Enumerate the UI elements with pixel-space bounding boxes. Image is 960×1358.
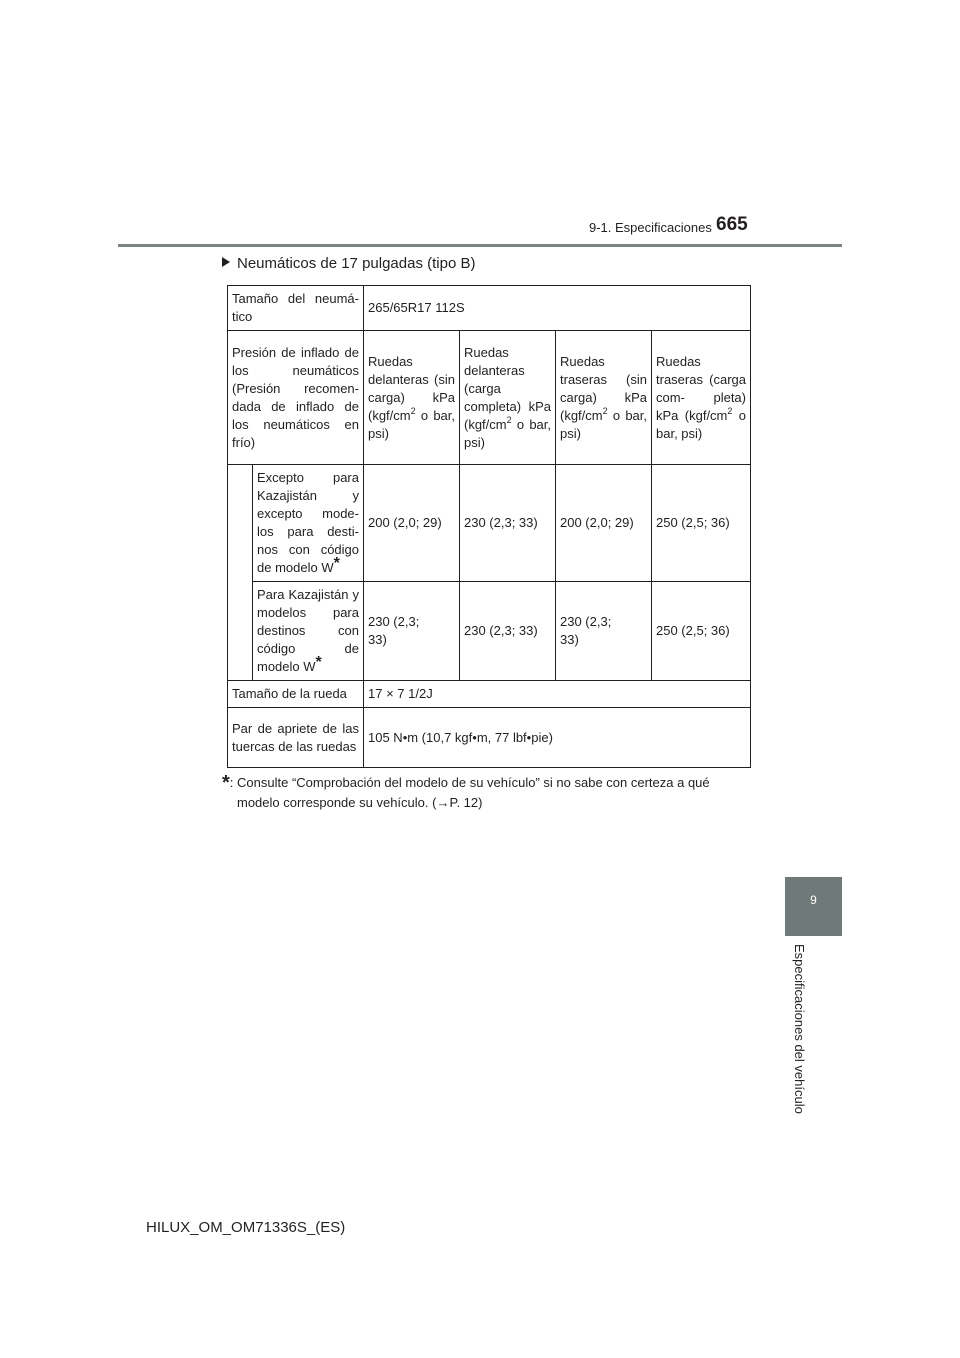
table-cell: 230 (2,3; 33): [460, 582, 556, 681]
triangle-bullet-icon: [222, 257, 230, 267]
row-label-except-kazakhstan: Excepto para Kazajistán y excepto mode- los para desti- nos con código de modelo W*: [253, 465, 364, 582]
torque-value: 105 N•m (10,7 kgf•m, 77 lbf•pie): [364, 708, 751, 768]
footnote-line-1: : Consulte “Comprobación del modelo de su vehículo” si no sabe con certeza a qué: [229, 775, 710, 790]
column-header-front-loaded: Ruedas delanteras (carga completa) kPa ($kgf/cm^2$ o bar, psi): [460, 331, 556, 465]
table-row: [228, 681, 751, 708]
table-row: [228, 582, 751, 681]
torque-label: Par de apriete de las tuercas de las ruedas: [228, 708, 364, 768]
footnote-mark: *: [222, 772, 230, 794]
row-label-kazakhstan: Para Kazajistán y modelos para destinos con código de modelo W*: [253, 582, 364, 681]
wheel-size-value: 17 × 7 1/2J: [364, 681, 751, 708]
pressure-label: Presión de inflado de los neumáticos (Presión recomen- dada de inflado de los neumáticos en frío): [228, 331, 364, 465]
section-title: 9-1. Especificaciones: [589, 220, 712, 235]
table-cell: 250 (2,5; 36): [652, 465, 751, 582]
subheading-text: Neumáticos de 17 pulgadas (tipo B): [237, 255, 476, 272]
table-cell: 200 (2,0; 29): [364, 465, 460, 582]
chapter-title: Especificaciones del vehículo: [792, 944, 807, 1114]
tire-size-value: 265/65R17 112S: [364, 286, 751, 331]
table-cell: 230 (2,3; 33): [460, 465, 556, 582]
table-row: [228, 465, 751, 582]
page-number: 665: [716, 214, 748, 235]
column-header-rear-unloaded: Ruedas traseras (sin carga) kPa ($kgf/cm^2$ o bar, psi): [556, 331, 652, 465]
column-header-front-unloaded: Ruedas delanteras (sin carga) kPa ($kgf/cm^2$ o bar, psi): [364, 331, 460, 465]
table-row: [228, 286, 751, 331]
footnote-line-2: modelo corresponde su vehículo. (→P. 12): [237, 795, 483, 810]
chapter-tab: [785, 877, 842, 936]
header-rule: [118, 244, 842, 247]
indent-spacer: [228, 582, 253, 681]
column-header-rear-loaded: Ruedas traseras (carga com- pleta) kPa ($kgf/cm^2$ o bar, psi): [652, 331, 751, 465]
table-cell: 200 (2,0; 29): [556, 465, 652, 582]
tire-size-label: Tamaño del neumá- tico: [228, 286, 364, 331]
indent-spacer: [228, 465, 253, 582]
table-cell: 230 (2,3; 33): [364, 582, 460, 681]
table-cell: 230 (2,3; 33): [556, 582, 652, 681]
table-row: [228, 331, 751, 465]
tire-spec-table: [227, 285, 751, 768]
wheel-size-label: Tamaño de la rueda: [228, 681, 364, 708]
chapter-number: 9: [810, 893, 817, 907]
footnote: [222, 773, 750, 812]
document-code: HILUX_OM_OM71336S_(ES): [146, 1219, 346, 1236]
subheading: [222, 255, 475, 272]
table-row: [228, 708, 751, 768]
table-cell: 250 (2,5; 36): [652, 582, 751, 681]
